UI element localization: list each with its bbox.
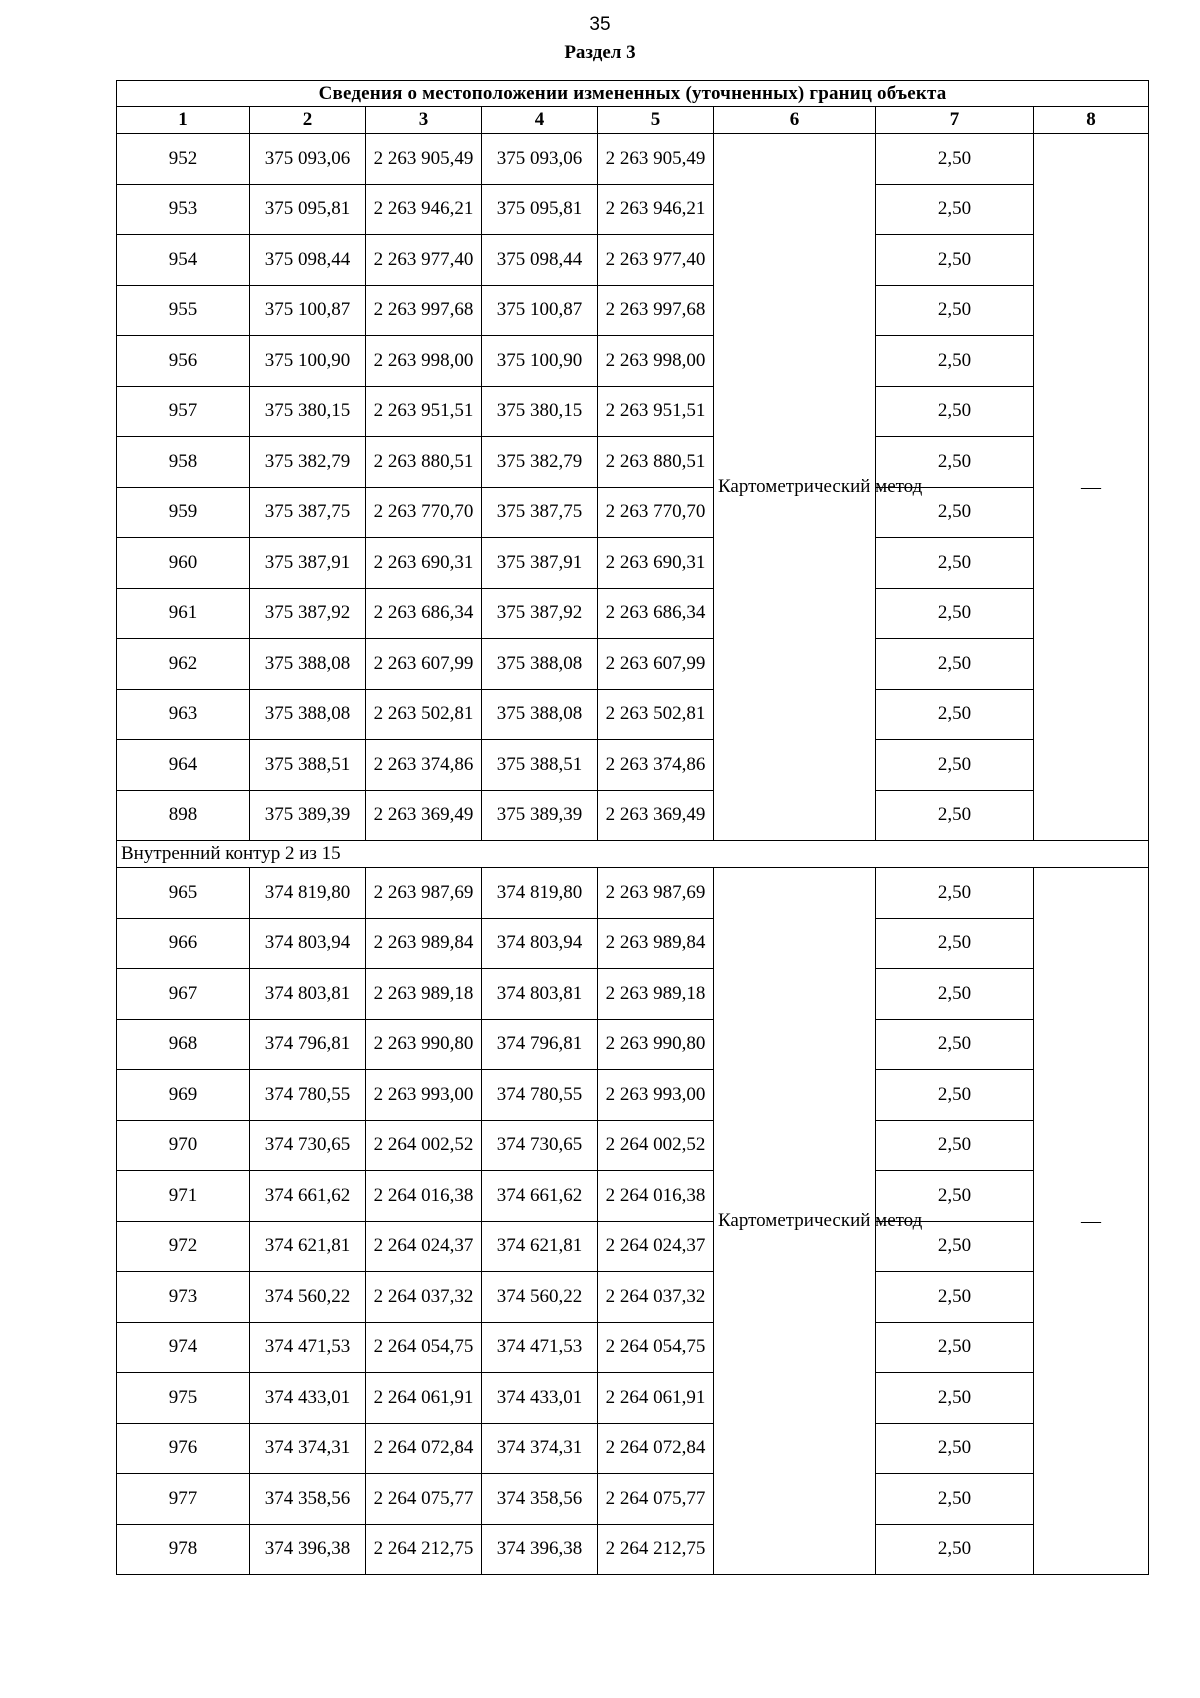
cell-col-3: 2 263 987,69 [366, 868, 482, 919]
cell-col-4: 374 433,01 [482, 1373, 598, 1424]
table-row [117, 1272, 1149, 1323]
cell-col-7: 2,50 [876, 386, 1034, 437]
table-row [117, 538, 1149, 589]
cell-col-2: 375 387,75 [250, 487, 366, 538]
cell-col-3: 2 263 951,51 [366, 386, 482, 437]
cell-col-1: 968 [117, 1019, 250, 1070]
cell-col-5: 2 263 989,18 [598, 969, 714, 1020]
cell-col-1: 953 [117, 184, 250, 235]
cell-col-1: 954 [117, 235, 250, 286]
cell-col-5: 2 264 061,91 [598, 1373, 714, 1424]
column-number-1: 1 [117, 107, 250, 134]
cell-col-7: 2,50 [876, 969, 1034, 1020]
cell-col-1: 898 [117, 790, 250, 841]
table-row [117, 740, 1149, 791]
cell-col-5: 2 263 686,34 [598, 588, 714, 639]
cell-col-2: 375 100,90 [250, 336, 366, 387]
cell-col-3: 2 263 770,70 [366, 487, 482, 538]
cell-col-7: 2,50 [876, 184, 1034, 235]
table-row [117, 1120, 1149, 1171]
cell-col-3: 2 263 369,49 [366, 790, 482, 841]
col8-dash-cell: — [1034, 868, 1149, 1575]
cell-col-7: 2,50 [876, 1423, 1034, 1474]
cell-col-1: 966 [117, 918, 250, 969]
column-number-3: 3 [366, 107, 482, 134]
table-row [117, 1474, 1149, 1525]
table-row [117, 1019, 1149, 1070]
table-row [117, 868, 1149, 919]
cell-col-7: 2,50 [876, 487, 1034, 538]
table-row [117, 336, 1149, 387]
table-row [117, 134, 1149, 185]
cell-col-7: 2,50 [876, 1272, 1034, 1323]
column-number-row [117, 107, 1149, 134]
table-row [117, 639, 1149, 690]
cell-col-2: 375 100,87 [250, 285, 366, 336]
cell-col-7: 2,50 [876, 1322, 1034, 1373]
cell-col-4: 374 560,22 [482, 1272, 598, 1323]
table-row [117, 790, 1149, 841]
cell-col-2: 374 560,22 [250, 1272, 366, 1323]
table-row [117, 588, 1149, 639]
cell-col-5: 2 264 024,37 [598, 1221, 714, 1272]
cell-col-2: 374 621,81 [250, 1221, 366, 1272]
cell-col-3: 2 263 690,31 [366, 538, 482, 589]
cell-col-5: 2 264 054,75 [598, 1322, 714, 1373]
cell-col-1: 958 [117, 437, 250, 488]
cell-col-2: 375 389,39 [250, 790, 366, 841]
cell-col-5: 2 264 002,52 [598, 1120, 714, 1171]
table-row [117, 1373, 1149, 1424]
cell-col-1: 957 [117, 386, 250, 437]
cell-col-4: 374 396,38 [482, 1524, 598, 1575]
cell-col-1: 959 [117, 487, 250, 538]
cell-col-4: 375 388,51 [482, 740, 598, 791]
cell-col-3: 2 264 016,38 [366, 1171, 482, 1222]
cell-col-5: 2 263 997,68 [598, 285, 714, 336]
cell-col-3: 2 263 374,86 [366, 740, 482, 791]
table-row [117, 235, 1149, 286]
cell-col-5: 2 264 037,32 [598, 1272, 714, 1323]
cell-col-2: 374 471,53 [250, 1322, 366, 1373]
cell-col-4: 374 621,81 [482, 1221, 598, 1272]
cell-col-4: 375 098,44 [482, 235, 598, 286]
contour-label-row [117, 841, 1149, 868]
col8-dash-cell: — [1034, 134, 1149, 841]
cell-col-2: 375 093,06 [250, 134, 366, 185]
cell-col-1: 978 [117, 1524, 250, 1575]
cell-col-1: 974 [117, 1322, 250, 1373]
cell-col-5: 2 263 989,84 [598, 918, 714, 969]
method-cell: Картометрический метод [714, 134, 876, 841]
table-row [117, 969, 1149, 1020]
cell-col-3: 2 264 212,75 [366, 1524, 482, 1575]
table-row [117, 689, 1149, 740]
table-row [117, 487, 1149, 538]
cell-col-4: 374 730,65 [482, 1120, 598, 1171]
column-number-4: 4 [482, 107, 598, 134]
cell-col-4: 374 374,31 [482, 1423, 598, 1474]
cell-col-1: 956 [117, 336, 250, 387]
table-row [117, 1423, 1149, 1474]
cell-col-1: 960 [117, 538, 250, 589]
cell-col-1: 969 [117, 1070, 250, 1121]
cell-col-7: 2,50 [876, 790, 1034, 841]
cell-col-3: 2 264 072,84 [366, 1423, 482, 1474]
cell-col-4: 374 819,80 [482, 868, 598, 919]
cell-col-3: 2 263 989,84 [366, 918, 482, 969]
cell-col-4: 374 358,56 [482, 1474, 598, 1525]
cell-col-4: 374 780,55 [482, 1070, 598, 1121]
cell-col-7: 2,50 [876, 1474, 1034, 1525]
cell-col-3: 2 263 993,00 [366, 1070, 482, 1121]
cell-col-3: 2 264 054,75 [366, 1322, 482, 1373]
cell-col-1: 971 [117, 1171, 250, 1222]
cell-col-7: 2,50 [876, 868, 1034, 919]
cell-col-4: 375 388,08 [482, 689, 598, 740]
cell-col-4: 375 380,15 [482, 386, 598, 437]
cell-col-3: 2 263 502,81 [366, 689, 482, 740]
cell-col-5: 2 263 770,70 [598, 487, 714, 538]
cell-col-5: 2 263 977,40 [598, 235, 714, 286]
cell-col-5: 2 263 607,99 [598, 639, 714, 690]
cell-col-5: 2 263 951,51 [598, 386, 714, 437]
column-number-8: 8 [1034, 107, 1149, 134]
cell-col-1: 962 [117, 639, 250, 690]
cell-col-4: 375 100,87 [482, 285, 598, 336]
cell-col-4: 374 803,94 [482, 918, 598, 969]
table-row [117, 285, 1149, 336]
cell-col-2: 374 433,01 [250, 1373, 366, 1424]
cell-col-4: 375 387,91 [482, 538, 598, 589]
cell-col-5: 2 264 016,38 [598, 1171, 714, 1222]
cell-col-2: 374 374,31 [250, 1423, 366, 1474]
table-row [117, 386, 1149, 437]
cell-col-3: 2 263 998,00 [366, 336, 482, 387]
cell-col-4: 375 093,06 [482, 134, 598, 185]
table-row [117, 918, 1149, 969]
column-number-5: 5 [598, 107, 714, 134]
cell-col-7: 2,50 [876, 1524, 1034, 1575]
cell-col-3: 2 264 075,77 [366, 1474, 482, 1525]
table-row [117, 437, 1149, 488]
cell-col-2: 375 380,15 [250, 386, 366, 437]
cell-col-3: 2 263 946,21 [366, 184, 482, 235]
method-cell: Картометрический метод [714, 868, 876, 1575]
cell-col-2: 375 382,79 [250, 437, 366, 488]
cell-col-5: 2 263 946,21 [598, 184, 714, 235]
cell-col-4: 375 388,08 [482, 639, 598, 690]
cell-col-4: 375 389,39 [482, 790, 598, 841]
boundary-table [116, 80, 1149, 1575]
cell-col-2: 375 388,08 [250, 689, 366, 740]
cell-col-7: 2,50 [876, 1019, 1034, 1070]
cell-col-2: 375 095,81 [250, 184, 366, 235]
cell-col-1: 952 [117, 134, 250, 185]
cell-col-4: 374 661,62 [482, 1171, 598, 1222]
cell-col-5: 2 264 075,77 [598, 1474, 714, 1525]
cell-col-5: 2 263 502,81 [598, 689, 714, 740]
cell-col-7: 2,50 [876, 740, 1034, 791]
section-title: Раздел 3 [564, 42, 636, 63]
cell-col-4: 375 382,79 [482, 437, 598, 488]
cell-col-3: 2 264 037,32 [366, 1272, 482, 1323]
cell-col-5: 2 263 369,49 [598, 790, 714, 841]
cell-col-5: 2 263 374,86 [598, 740, 714, 791]
cell-col-5: 2 263 993,00 [598, 1070, 714, 1121]
table-caption: Сведения о местоположении измененных (уточненных) границ объекта [117, 81, 1149, 107]
cell-col-3: 2 263 905,49 [366, 134, 482, 185]
cell-col-1: 973 [117, 1272, 250, 1323]
cell-col-7: 2,50 [876, 1070, 1034, 1121]
cell-col-2: 374 730,65 [250, 1120, 366, 1171]
cell-col-4: 375 387,92 [482, 588, 598, 639]
table-row [117, 184, 1149, 235]
cell-col-2: 374 396,38 [250, 1524, 366, 1575]
cell-col-1: 975 [117, 1373, 250, 1424]
contour-label: Внутренний контур 2 из 15 [117, 841, 1149, 868]
cell-col-2: 374 803,94 [250, 918, 366, 969]
cell-col-7: 2,50 [876, 285, 1034, 336]
cell-col-5: 2 264 072,84 [598, 1423, 714, 1474]
cell-col-3: 2 263 977,40 [366, 235, 482, 286]
cell-col-2: 374 780,55 [250, 1070, 366, 1121]
cell-col-2: 375 387,92 [250, 588, 366, 639]
cell-col-1: 964 [117, 740, 250, 791]
cell-col-1: 961 [117, 588, 250, 639]
cell-col-5: 2 264 212,75 [598, 1524, 714, 1575]
cell-col-7: 2,50 [876, 437, 1034, 488]
cell-col-4: 375 095,81 [482, 184, 598, 235]
cell-col-7: 2,50 [876, 918, 1034, 969]
column-number-7: 7 [876, 107, 1034, 134]
cell-col-2: 375 098,44 [250, 235, 366, 286]
table-row [117, 1221, 1149, 1272]
cell-col-7: 2,50 [876, 134, 1034, 185]
cell-col-7: 2,50 [876, 1120, 1034, 1171]
table-row [117, 1171, 1149, 1222]
cell-col-7: 2,50 [876, 1171, 1034, 1222]
cell-col-4: 374 796,81 [482, 1019, 598, 1070]
cell-col-3: 2 264 061,91 [366, 1373, 482, 1424]
page-number: 35 [589, 14, 611, 35]
cell-col-7: 2,50 [876, 235, 1034, 286]
cell-col-3: 2 263 997,68 [366, 285, 482, 336]
table-row [117, 1322, 1149, 1373]
cell-col-1: 955 [117, 285, 250, 336]
cell-col-1: 977 [117, 1474, 250, 1525]
cell-col-7: 2,50 [876, 588, 1034, 639]
cell-col-3: 2 263 686,34 [366, 588, 482, 639]
cell-col-2: 374 803,81 [250, 969, 366, 1020]
column-number-6: 6 [714, 107, 876, 134]
cell-col-4: 375 100,90 [482, 336, 598, 387]
cell-col-3: 2 263 990,80 [366, 1019, 482, 1070]
cell-col-1: 972 [117, 1221, 250, 1272]
cell-col-7: 2,50 [876, 1373, 1034, 1424]
cell-col-3: 2 263 607,99 [366, 639, 482, 690]
cell-col-2: 374 796,81 [250, 1019, 366, 1070]
cell-col-2: 374 358,56 [250, 1474, 366, 1525]
cell-col-1: 963 [117, 689, 250, 740]
table-row [117, 1070, 1149, 1121]
cell-col-1: 965 [117, 868, 250, 919]
cell-col-2: 374 819,80 [250, 868, 366, 919]
cell-col-5: 2 263 690,31 [598, 538, 714, 589]
cell-col-5: 2 263 990,80 [598, 1019, 714, 1070]
cell-col-2: 375 388,08 [250, 639, 366, 690]
cell-col-2: 374 661,62 [250, 1171, 366, 1222]
cell-col-5: 2 263 905,49 [598, 134, 714, 185]
cell-col-7: 2,50 [876, 639, 1034, 690]
cell-col-3: 2 264 024,37 [366, 1221, 482, 1272]
column-number-2: 2 [250, 107, 366, 134]
cell-col-1: 967 [117, 969, 250, 1020]
cell-col-5: 2 263 987,69 [598, 868, 714, 919]
cell-col-1: 970 [117, 1120, 250, 1171]
cell-col-4: 374 803,81 [482, 969, 598, 1020]
cell-col-5: 2 263 880,51 [598, 437, 714, 488]
table-row [117, 1524, 1149, 1575]
cell-col-4: 374 471,53 [482, 1322, 598, 1373]
cell-col-2: 375 387,91 [250, 538, 366, 589]
cell-col-3: 2 264 002,52 [366, 1120, 482, 1171]
cell-col-7: 2,50 [876, 1221, 1034, 1272]
cell-col-4: 375 387,75 [482, 487, 598, 538]
cell-col-7: 2,50 [876, 538, 1034, 589]
cell-col-5: 2 263 998,00 [598, 336, 714, 387]
cell-col-1: 976 [117, 1423, 250, 1474]
cell-col-2: 375 388,51 [250, 740, 366, 791]
cell-col-3: 2 263 989,18 [366, 969, 482, 1020]
table-body [117, 134, 1149, 1575]
cell-col-7: 2,50 [876, 336, 1034, 387]
cell-col-3: 2 263 880,51 [366, 437, 482, 488]
cell-col-7: 2,50 [876, 689, 1034, 740]
